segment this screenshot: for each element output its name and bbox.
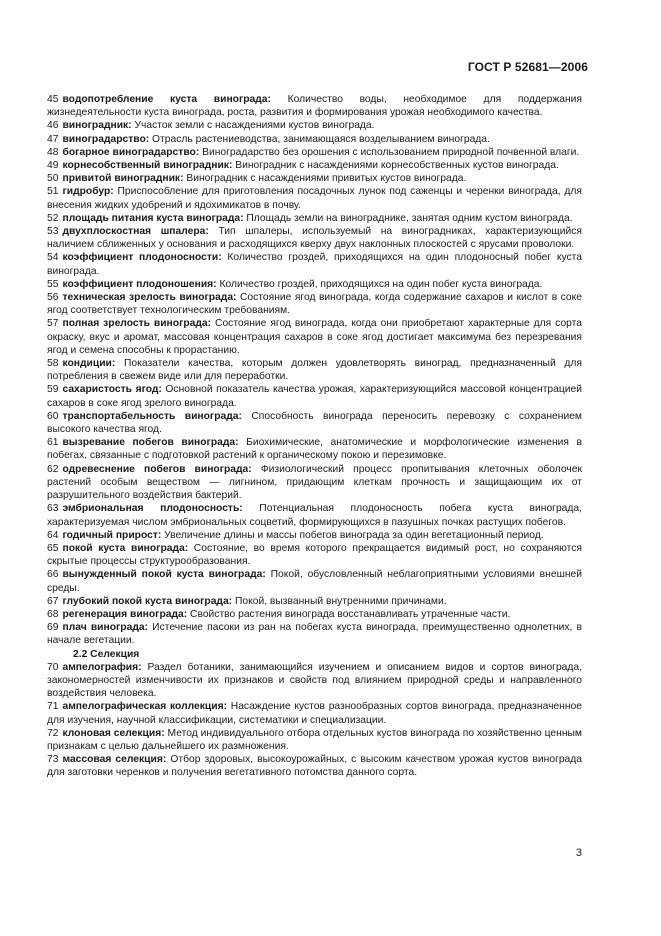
term-definition: Истечение пасоки из ран на побегах куста винограда, преимущественно однолетних, в начале вегетации. — [47, 622, 582, 647]
term-definition: Показатели качества, которым должен удовлетворять виноград, предназначенный для потребления в свежем виде или для переработки. — [47, 358, 582, 383]
term-name: виноградник: — [62, 120, 132, 132]
term-definition: Тип шпалеры, используемый на виноградниках, характеризующийся наличием сближенных у основания и расходящихся кверху двух наклонных плоскостей с ярусами проволоки. — [47, 226, 583, 251]
term-name: кондиции: — [62, 358, 116, 370]
term-entry — [47, 119, 582, 132]
term-definition: Участок земли с насаждениями кустов винограда. — [131, 120, 375, 132]
term-name: коэффициент плодоношения: — [62, 278, 217, 290]
term-name: ампелографическая коллекция: — [62, 701, 228, 713]
term-entry — [47, 661, 582, 701]
term-number: 72 — [47, 727, 59, 739]
term-definition: Раздел ботаники, занимающийся изучением и описанием видов и сортов винограда, закономерностей изменчивости их признаков и свойств под влиянием природной среды и направленного воздействия человека. — [47, 661, 582, 700]
term-number: 68 — [47, 608, 59, 620]
term-number: 69 — [47, 622, 59, 634]
term-entry — [47, 291, 582, 317]
term-number: 66 — [47, 569, 59, 581]
term-name: годичный прирост: — [62, 529, 162, 541]
term-entry — [47, 463, 582, 503]
term-name: корнесобственный виноградник: — [62, 160, 233, 172]
term-entry — [47, 212, 582, 225]
term-entry — [47, 595, 582, 608]
term-name: гидробур: — [62, 186, 114, 198]
term-definition: Площадь земли на винограднике, занятая одним кустом винограда. — [243, 212, 573, 224]
term-number: 54 — [47, 252, 59, 264]
term-name: плач винограда: — [62, 622, 149, 634]
term-entry — [47, 727, 582, 753]
term-entry — [47, 529, 582, 542]
section-heading: 2.2 Селекция — [73, 648, 140, 660]
term-definition: Покой, обусловленный неблагоприятными условиями внешней среды. — [47, 569, 582, 594]
term-definition: Количество воды, необходимое для поддержания жизнедеятельности куста винограда, роста, развития и формирования урожая необходимого качества. — [47, 94, 582, 119]
term-entry — [47, 502, 582, 528]
term-definition: Количество гроздей, приходящихся на один побег куста винограда. — [216, 278, 543, 290]
term-definition: Свойство растения винограда восстанавливать утраченные части. — [187, 608, 511, 620]
term-definition: Приспособление для приготовления посадочных лунок под саженцы и черенки винограда, для внесения жидких удобрений и ядохимикатов в почву. — [47, 186, 582, 211]
term-entry — [47, 251, 582, 277]
term-number: 59 — [47, 384, 59, 396]
term-name: сахаристость ягод: — [62, 384, 162, 396]
term-entry — [47, 753, 582, 779]
term-definition: Состояние, во время которого прекращается видимый рост, но сохраняются скрытые процессы структурообразования. — [47, 542, 582, 568]
term-entry — [47, 436, 582, 462]
term-name: виноградарство: — [62, 133, 150, 145]
term-definition: Отрасль растениеводства, занимающаяся возделыванием винограда. — [149, 133, 490, 145]
term-number: 58 — [47, 358, 59, 370]
term-entry — [47, 568, 582, 594]
term-number: 71 — [47, 701, 59, 713]
term-entry — [47, 172, 582, 185]
term-entry — [47, 225, 582, 251]
term-number: 73 — [47, 754, 59, 766]
term-name: вызревание побегов винограда: — [62, 437, 239, 449]
term-number: 48 — [47, 146, 59, 158]
term-entry — [47, 185, 582, 211]
term-name: площадь питания куста винограда: — [62, 212, 244, 224]
term-entry — [47, 608, 582, 621]
term-entry — [47, 133, 582, 146]
term-name: техническая зрелость винограда: — [62, 292, 237, 304]
term-definition: Отбор здоровых, высокоурожайных, с высоким качеством урожая кустов винограда для заготовки черенков и получения вегетативного потомства данного сорта. — [47, 754, 583, 779]
term-number: 67 — [47, 595, 59, 607]
term-definition: Состояние ягод винограда, когда они приобретают характерные для сорта окраску, вкус и аромат, массовая концентрация сахаров в соке ягод достигает максимума без перезревания ягод и семена способны к прорастанию. — [47, 318, 582, 356]
term-number: 52 — [47, 212, 59, 224]
term-entry — [47, 383, 582, 409]
term-number: 57 — [47, 318, 59, 330]
term-name: одревеснение побегов винограда: — [62, 463, 252, 475]
term-entry — [47, 317, 582, 357]
term-definition: Количество гроздей, приходящихся на один плодоносный побег куста винограда. — [47, 252, 582, 277]
term-definition: Покой, вызванный внутренними причинами. — [232, 595, 447, 607]
terms-content — [47, 93, 582, 780]
term-definition: Насаждение кустов разнообразных сортов винограда, предназначенное для изучения, научной классификации, систематики и специализации. — [47, 701, 582, 726]
term-name: транспортабельность винограда: — [62, 410, 242, 422]
term-number: 62 — [47, 463, 59, 475]
term-number: 55 — [47, 278, 59, 290]
term-definition: Увеличение длины и массы побегов винограда за один вегетационный период. — [161, 529, 544, 541]
term-definition: Основной показатель качества урожая, характеризующийся массовой концентрацией сахаров в соке ягод зрелого винограда. — [47, 384, 583, 409]
term-definition: Способность винограда переносить перевозку с сохранением высокого качества ягод. — [47, 410, 582, 436]
term-name: покой куста винограда: — [62, 542, 189, 554]
term-definition: Метод индивидуального отбора отдельных кустов винограда по хозяйственно ценным признакам с целью дальнейшего их размножения. — [47, 727, 583, 752]
term-entry — [47, 621, 582, 647]
term-number: 64 — [47, 529, 59, 541]
terms-list-part2 — [47, 661, 582, 780]
standard-header: ГОСТ Р 52681—2006 — [467, 60, 588, 74]
term-definition: Физиологический процесс пропитывания клеточных оболочек растений особым веществом — лигнином, придающим клеткам прочность и защищающим их от разрушительного воздействия бактерий. — [47, 463, 582, 502]
term-name: ампелография: — [62, 661, 142, 673]
term-definition: Виноградник с насаждениями привитых кустов винограда. — [183, 173, 467, 185]
term-name: эмбриональная плодоносность: — [62, 503, 243, 515]
term-number: 45 — [47, 94, 59, 105]
term-definition: Виноградарство без орошения с использованием природной почвенной влаги. — [199, 146, 580, 158]
term-name: богарное виноградарство: — [62, 146, 200, 158]
term-name: клоновая селекция: — [62, 727, 165, 739]
term-entry — [47, 410, 582, 436]
term-number: 47 — [47, 133, 59, 145]
term-definition: Потенциальная плодоносность побега куста винограда, характеризуемая числом эмбриональных соцветий, формирующихся в пазушных почках растущих побегов. — [47, 503, 582, 528]
term-number: 56 — [47, 292, 59, 304]
term-definition: Биохимические, анатомические и морфологические изменения в побегах, связанные с подготовкой растений к органическому покою и перезимовке. — [47, 437, 582, 462]
term-number: 65 — [47, 542, 59, 554]
term-entry — [47, 357, 582, 383]
term-entry — [47, 159, 582, 172]
term-name: вынужденный покой куста винограда: — [62, 569, 266, 581]
term-entry — [47, 278, 582, 291]
term-name: глубокий покой куста винограда: — [62, 595, 233, 607]
term-number: 63 — [47, 503, 59, 515]
term-number: 53 — [47, 226, 59, 238]
term-name: водопотребление куста винограда: — [62, 94, 271, 105]
term-name: коэффициент плодоносности: — [62, 252, 222, 264]
terms-list-part1 — [47, 93, 582, 648]
term-entry — [47, 93, 582, 119]
term-number: 50 — [47, 173, 59, 185]
term-entry — [47, 700, 582, 726]
page-number: 3 — [575, 847, 582, 859]
term-entry — [47, 542, 582, 568]
term-number: 46 — [47, 120, 59, 132]
term-number: 61 — [47, 437, 59, 449]
term-number: 49 — [47, 160, 59, 172]
term-number: 70 — [47, 661, 59, 673]
term-name: массовая селекция: — [62, 754, 167, 766]
term-name: привитой виноградник: — [62, 173, 184, 185]
term-number: 51 — [47, 186, 59, 198]
term-number: 60 — [47, 410, 59, 422]
term-name: полная зрелость винограда: — [62, 318, 212, 330]
term-definition: Состояние ягод винограда, когда содержание сахаров и кислот в соке ягод соответствует технологическим требованиям. — [47, 292, 582, 317]
term-name: двухплоскостная шпалера: — [62, 226, 209, 238]
term-definition: Виноградник с насаждениями корнесобственных кустов винограда. — [232, 160, 559, 172]
term-entry — [47, 146, 582, 159]
term-name: регенерация винограда: — [62, 608, 188, 620]
